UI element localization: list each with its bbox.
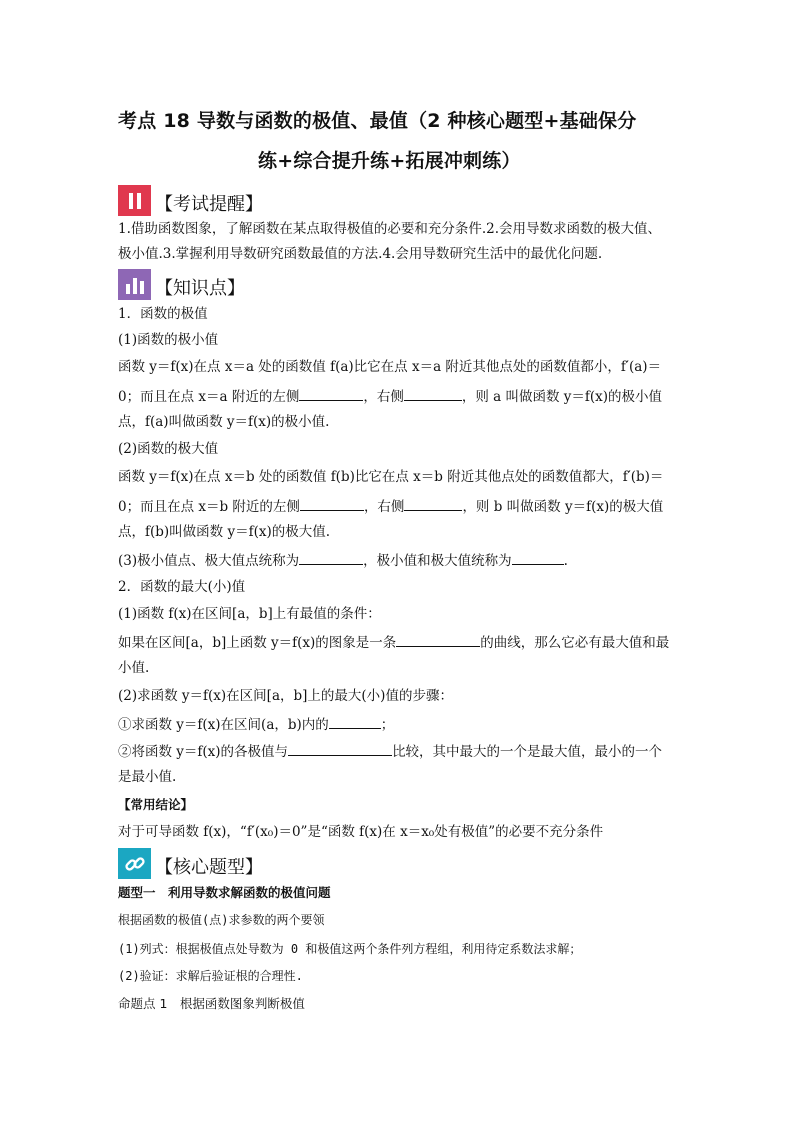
text: ，则 a 叫做函数 y＝f(x)的极小值	[461, 389, 663, 405]
knowledge-step-2	[118, 741, 678, 761]
fill-blank	[512, 550, 564, 565]
knowledge-p4-line-2: 小值.	[118, 660, 150, 676]
section-core-label: 【核心题型】	[155, 857, 263, 878]
section-knowledge-label: 【知识点】	[155, 278, 245, 299]
knowledge-step-1	[118, 714, 678, 734]
text: ，则 b 叫做函数 y＝f(x)的极大值	[462, 499, 664, 515]
text: 的曲线，那么它必有最大值和最	[480, 635, 670, 651]
common-conclusion-text: 对于可导函数 f(x)，“f′(x₀)＝0”是“函数 f(x)在 x＝x₀处有极值”的必要不充分条件	[118, 824, 604, 840]
exam-tips-line-1: 1.借助函数图象，了解函数在某点取得极值的必要和充分条件.2.会用导数求函数的极大值、	[118, 221, 662, 237]
core-type-1-heading: 题型一 利用导数求解函数的极值问题	[118, 885, 331, 900]
knowledge-step-2-cont: 是最小值.	[118, 769, 177, 785]
knowledge-p4-line-1	[118, 632, 678, 652]
knowledge-p1-line-2	[118, 386, 678, 406]
knowledge-p2-line-2	[118, 496, 678, 516]
document-title-line-2: 练+综合提升练+拓展冲刺练）	[258, 150, 521, 172]
knowledge-sub-2: (2)函数的极大值	[118, 441, 219, 457]
section-exam-tips-label: 【考试提醒】	[155, 194, 263, 215]
fill-blank	[300, 496, 364, 511]
knowledge-sub-4: (2)求函数 y＝f(x)在区间[a，b]上的最大(小)值的步骤：	[118, 688, 453, 704]
knowledge-p1-line-1: 函数 y＝f(x)在点 x＝a 处的函数值 f(a)比它在点 x＝a 附近其他点处的函数值都小，f′(a)＝	[118, 359, 662, 375]
text: ①求函数 y＝f(x)在区间(a，b)内的	[118, 717, 329, 733]
text: 0；而且在点 x＝a 附近的左侧	[118, 389, 300, 405]
core-note-1: (1)列式：根据极值点处导数为 0 和极值这两个条件列方程组，利用待定系数法求解；	[118, 942, 582, 956]
text: (3)极小值点、极大值点统称为	[118, 553, 300, 569]
text: 0；而且在点 x＝b 附近的左侧	[118, 499, 300, 515]
knowledge-p2-line-1: 函数 y＝f(x)在点 x＝b 处的函数值 f(b)比它在点 x＝b 附近其他点处的函数值都大，f′(b)＝	[118, 469, 664, 485]
knowledge-heading-1: 1．函数的极值	[118, 306, 208, 322]
fill-blank	[404, 386, 462, 401]
knowledge-p1-line-3: 点，f(a)叫做函数 y＝f(x)的极小值.	[118, 414, 330, 430]
core-note-2: (2)验证：求解后验证根的合理性.	[118, 969, 303, 983]
text: ，右侧	[363, 389, 404, 405]
knowledge-p2-line-3: 点，f(b)叫做函数 y＝f(x)的极大值.	[118, 524, 331, 540]
text: 比较，其中最大的一个是最大值，最小的一个	[392, 744, 663, 760]
knowledge-sub-3: (1)函数 f(x)在区间[a，b]上有最值的条件：	[118, 606, 381, 622]
knowledge-sub-1: (1)函数的极小值	[118, 332, 219, 348]
text: ，右侧	[363, 499, 405, 515]
knowledge-p3	[118, 550, 678, 570]
exam-tips-line-2: 极小值.3.掌握利用导数研究函数最值的方法.4.会用导数研究生活中的最优化问题.	[118, 246, 603, 262]
section-exam-tips-header	[118, 180, 263, 216]
fill-blank	[299, 386, 363, 401]
text: 如果在区间[a，b]上函数 y＝f(x)的图象是一条	[118, 635, 397, 651]
pause-bars-icon	[118, 185, 151, 216]
fill-blank	[404, 496, 462, 511]
fill-blank	[329, 714, 381, 729]
document-title-line-1: 考点 18 导数与函数的极值、最值（2 种核心题型+基础保分	[118, 110, 637, 132]
core-point-1: 命题点 1 根据函数图象判断极值	[118, 996, 305, 1011]
text: .	[563, 553, 568, 569]
chain-link-icon	[118, 848, 151, 879]
bar-chart-icon	[118, 269, 151, 300]
fill-blank	[396, 632, 480, 647]
text: ，极小值和极大值统称为	[363, 553, 512, 569]
knowledge-heading-2: 2．函数的最大(小)值	[118, 579, 246, 595]
fill-blank	[288, 741, 392, 756]
text: ；	[380, 717, 395, 733]
fill-blank	[299, 550, 363, 565]
section-core-header	[118, 843, 263, 879]
section-knowledge-header	[118, 264, 245, 300]
text: ②将函数 y＝f(x)的各极值与	[118, 744, 289, 760]
core-note-heading: 根据函数的极值(点)求参数的两个要领	[118, 913, 325, 927]
common-conclusion-heading: 【常用结论】	[118, 797, 194, 812]
